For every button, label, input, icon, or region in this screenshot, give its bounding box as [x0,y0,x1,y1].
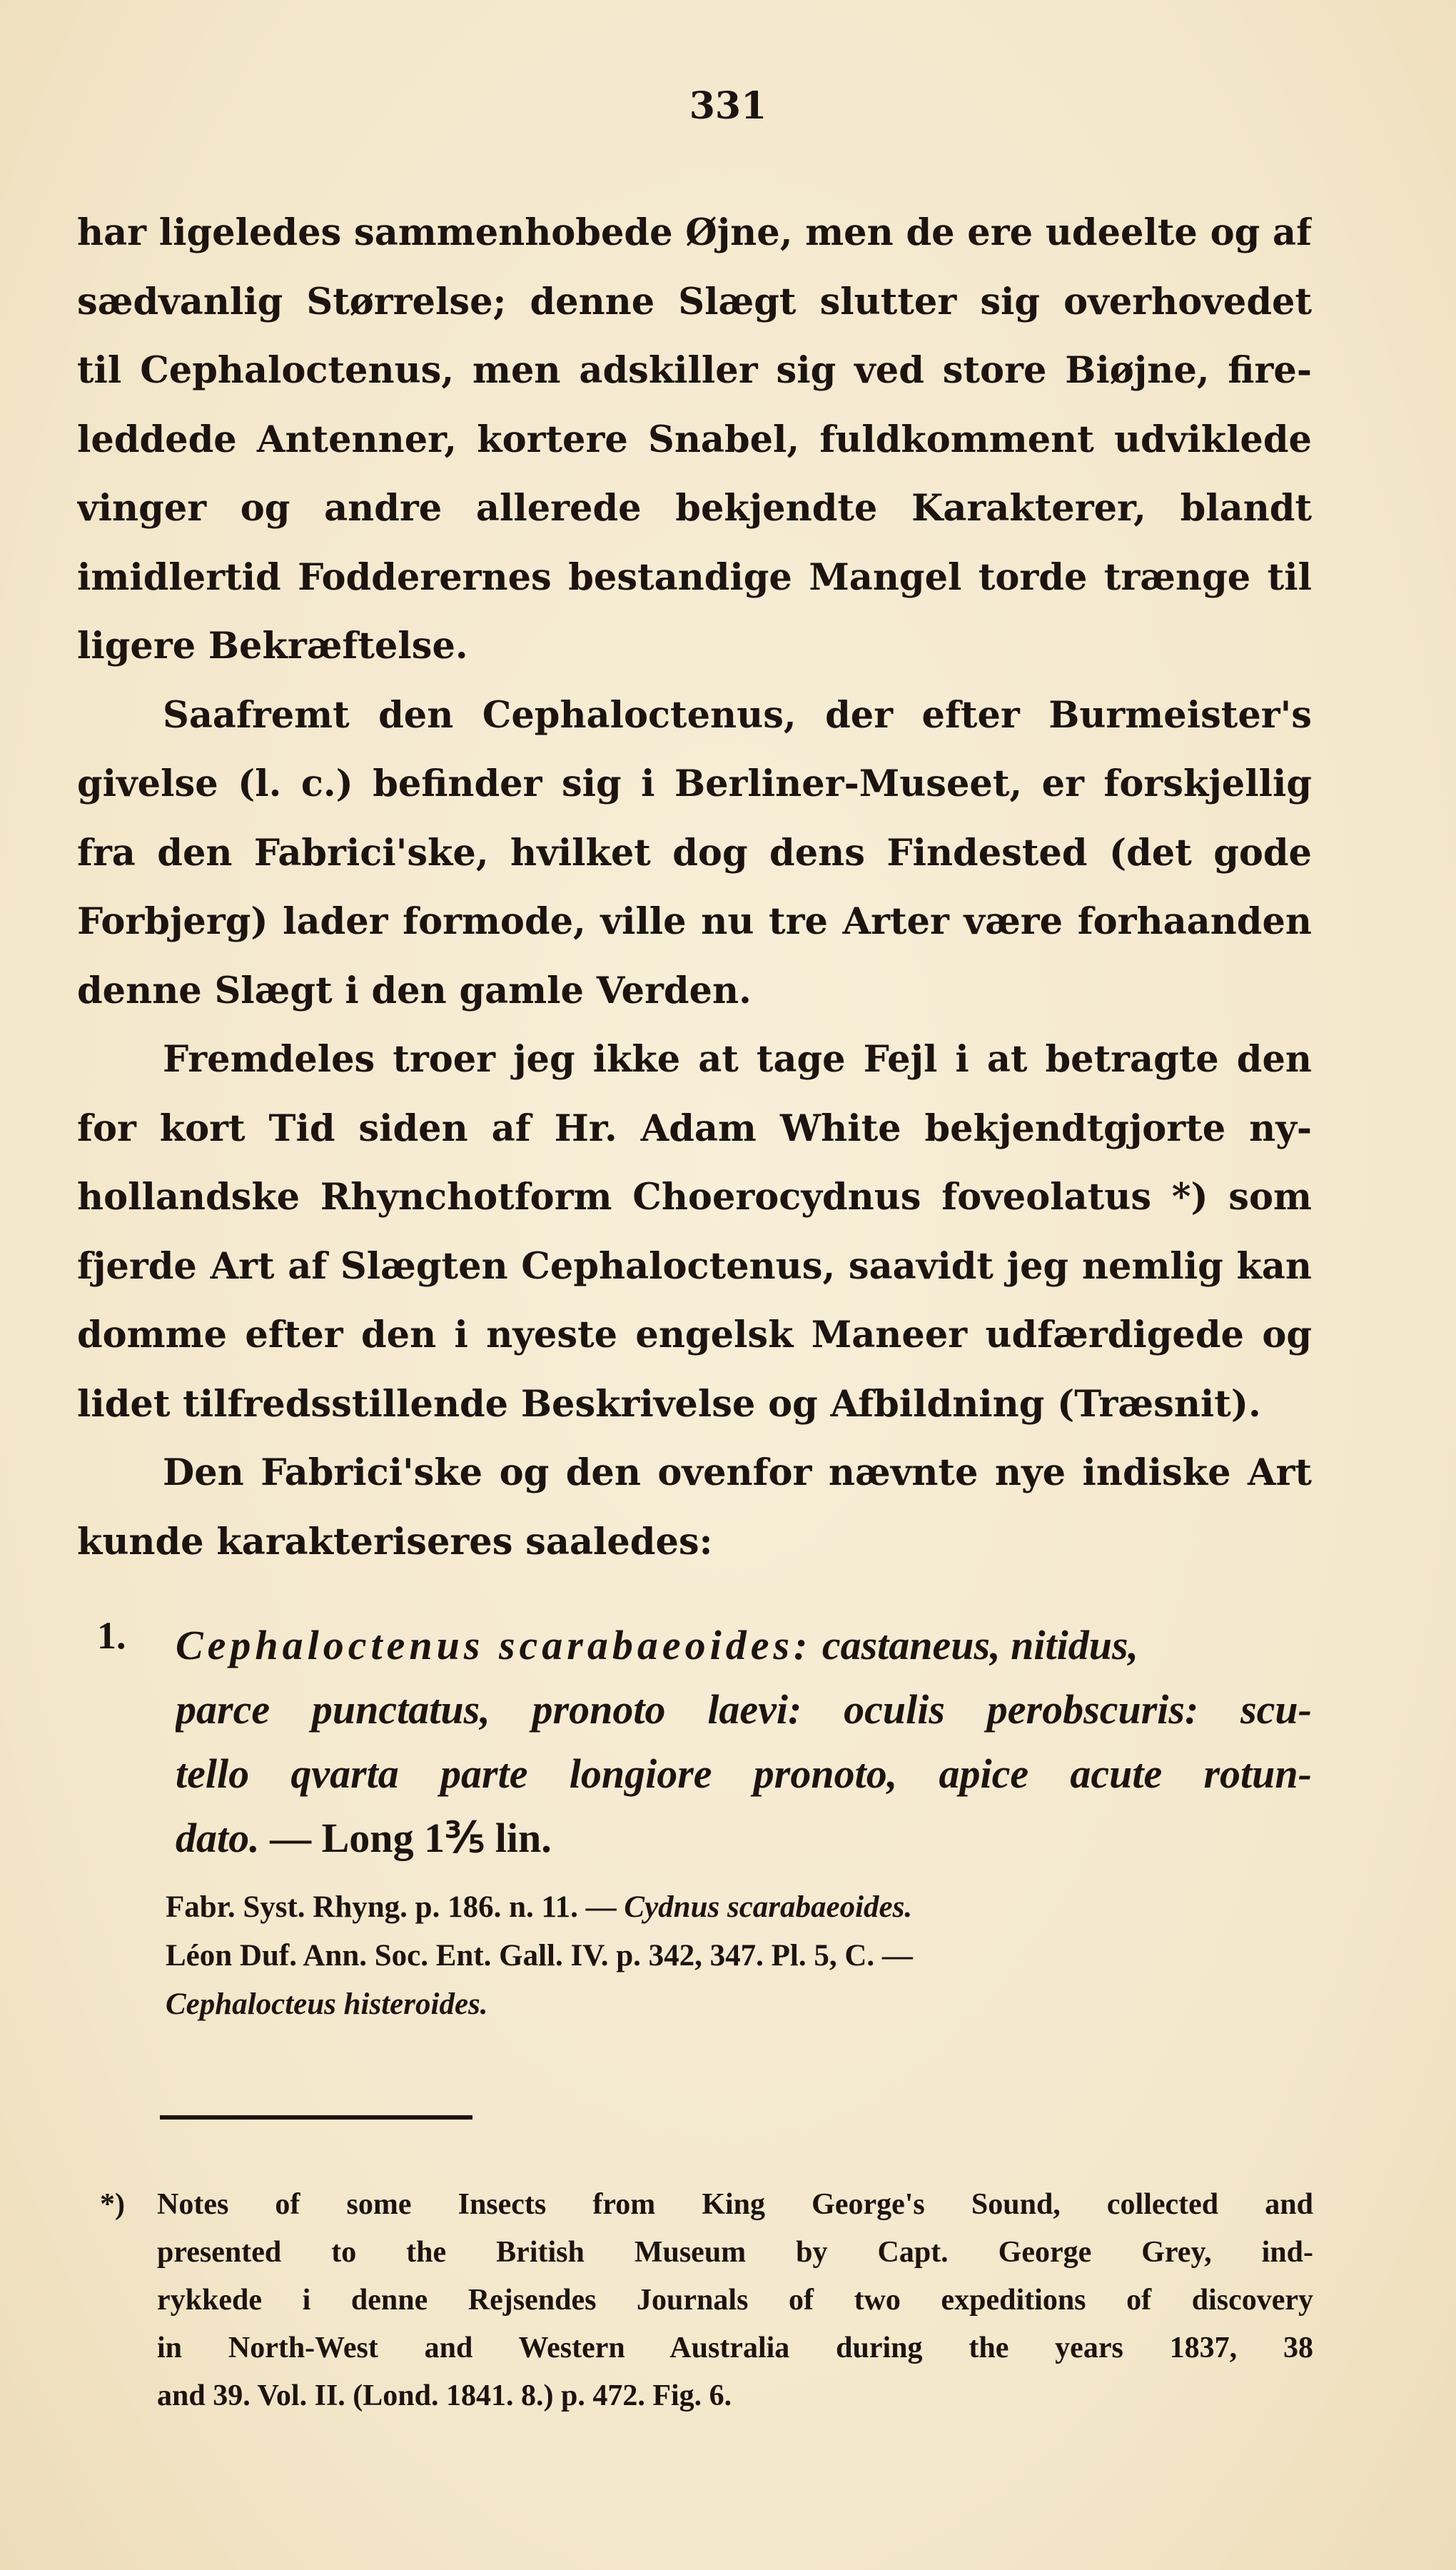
text-line: Saafremt den Cephaloctenus, der efter Burmeister's [163,693,1312,737]
text-line: ligere Bekræftelse. [77,625,468,667]
footnote-body [157,2181,1313,2420]
reference-line [166,1980,1322,2029]
text-line: denne Slægt i den gamle Verden. [77,969,752,1012]
species-name: Cephaloctenus scarabaeoides: [176,1622,812,1668]
text-line: Fremdeles troer jeg ikke at tage Fejl i at betragte den [163,1038,1312,1081]
footnote-line: presented to the British Museum by Capt. George Grey, ind- [157,2236,1313,2269]
reference-line [166,1883,1322,1932]
length-text: — Long 1⅗ lin. [259,1815,552,1861]
species-entry [77,1613,1312,1870]
footnote-mark: *) [100,2188,125,2221]
description-line: tello qvarta parte longiore pronoto, apice acute rotun- [176,1750,1312,1797]
text-line: domme efter den i nyeste engelsk Maneer udfærdigede og [77,1314,1312,1356]
text-line: til Cephaloctenus, men adskiller sig ved store Biøjne, fire- [77,349,1312,392]
reference-italic: Cydnus scarabaeoides. [624,1890,913,1924]
reference-italic: Cephalocteus histeroides. [166,1987,488,2021]
text-line: har ligeledes sammenhobede Øjne, men de ere udeelte og af [77,211,1312,254]
text-line: fjerde Art af Slægten Cephaloctenus, saavidt jeg nemlig kan [77,1244,1312,1288]
description-line [176,1613,1312,1678]
footnote-line: rykkede i denne Rejsendes Journals of two expeditions of discovery [157,2284,1313,2317]
main-text [77,198,1312,1576]
text-line: sædvanlig Størrelse; denne Slægt slutter sig overhovedet [77,280,1312,323]
entry-number: 1. [97,1614,126,1657]
footnote-line: in North-West and Western Australia during the years 1837, 38 [157,2332,1313,2364]
text-line: kunde karakteriseres saaledes: [77,1520,713,1563]
reference-text: Fabr. Syst. Rhyng. p. 186. n. 11. — [166,1890,625,1924]
species-description [176,1613,1312,1870]
text-line: Forbjerg) lader formode, ville nu tre Arter være forhaanden [77,900,1312,943]
text-line: Den Fabrici'ske og den ovenfor nævnte nye indiske Art [163,1451,1312,1494]
description-text: dato. [176,1815,260,1861]
text-line: hollandske Rhynchotform Choerocydnus foveolatus *) som [77,1176,1312,1219]
reference-line: Léon Duf. Ann. Soc. Ent. Gall. IV. p. 342, 347. Pl. 5, C. — [166,1939,913,1972]
description-text: castaneus, nitidus, [812,1622,1139,1668]
description-line: parce punctatus, pronoto laevi: oculis perobscuris: scu- [176,1686,1312,1733]
page-number: 331 [689,84,767,128]
text-line: givelse (l. c.) befinder sig i Berliner-Museet, er forskjellig [77,762,1312,805]
text-line: vinger og andre allerede bekjendte Karakterer, blandt [77,487,1312,530]
text-line: for kort Tid siden af Hr. Adam White bekjendtgjorte ny- [77,1107,1312,1150]
footnote [100,2181,1313,2420]
description-line [176,1806,1312,1870]
footnote-line: and 39. Vol. II. (Lond. 1841. 8.) p. 472. Fig. 6. [157,2379,732,2412]
text-line: leddede Antenner, kortere Snabel, fuldkomment udviklede [77,418,1312,461]
text-line: lidet tilfredsstillende Beskrivelse og Afbildning (Træsnit). [77,1382,1261,1426]
footnote-divider [160,2115,472,2120]
footnote-line: Notes of some Insects from King George's Sound, collected and [157,2188,1313,2221]
text-line: fra den Fabrici'ske, hvilket dog dens Findested (det gode [77,831,1312,875]
text-line: imidlertid Fodderernes bestandige Mangel torde trænge til [77,555,1312,599]
references [166,1883,1322,2029]
